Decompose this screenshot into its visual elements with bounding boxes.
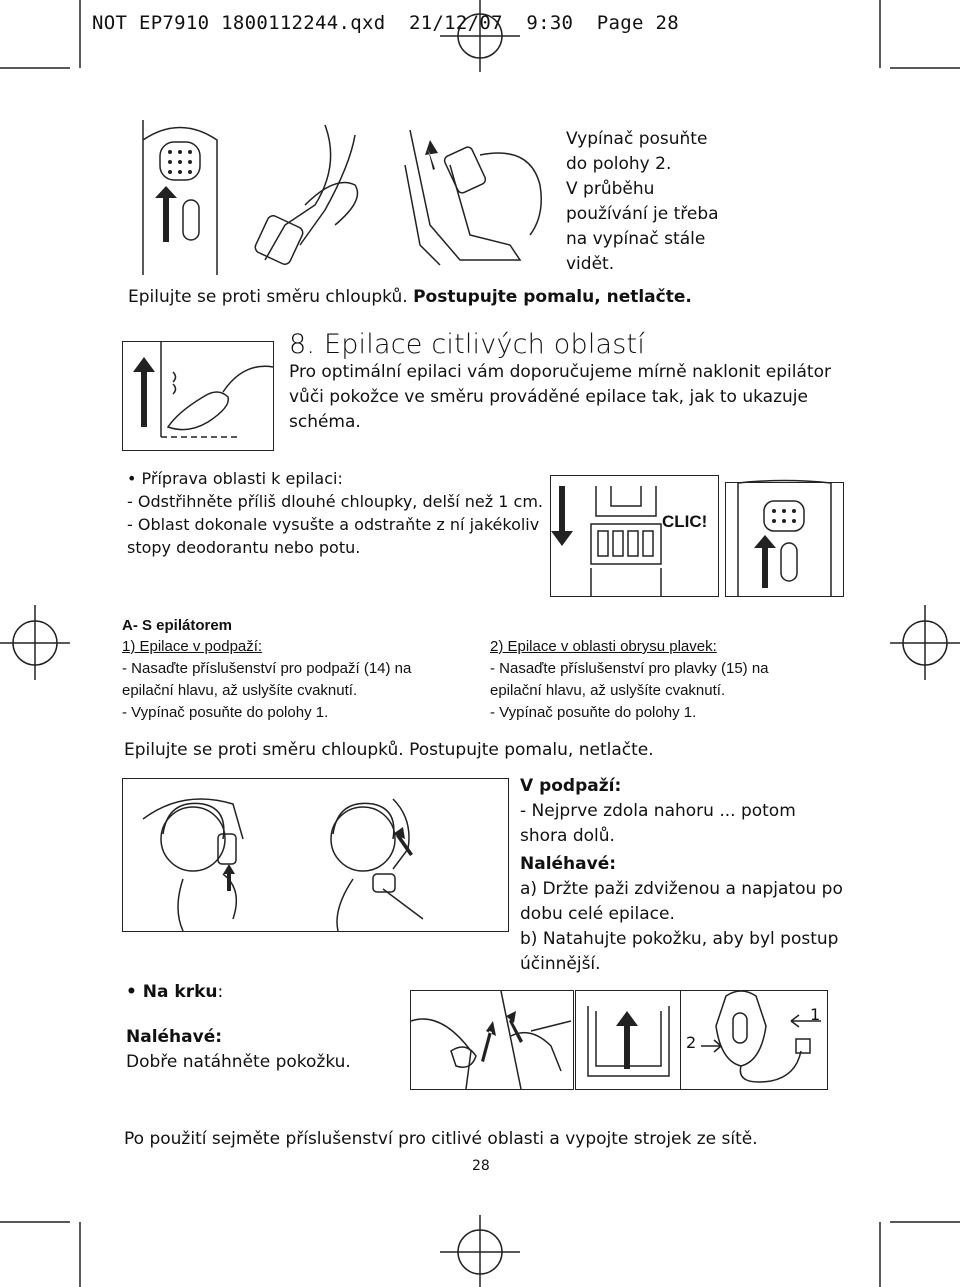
prep-line: - Odstřihněte příliš dlouhé chloupky, delší než 1 cm. (127, 492, 543, 511)
armpit-urgent-heading: Naléhavé: (520, 854, 617, 874)
bikini-accessory-line: epilační hlavu, až uslyšíte cvaknutí. (490, 682, 726, 699)
armpit-line: účinnější. (520, 954, 601, 974)
prep-line: - Oblast dokonale vysušte a odstraňte z ní jakékoliv (127, 515, 540, 534)
section-8-line: vůči pokožce ve směru prováděné epilace tak, jak to ukazuje (289, 387, 808, 407)
armpit-line: - Nejprve zdola nahoru ... potom (520, 801, 796, 821)
bikini-accessory-instructions (490, 636, 769, 724)
armpit-line: a) Držte paži zdviženou a napjatou po (520, 879, 843, 899)
bikini-accessory-heading: 2) Epilace v oblasti obrysu plavek: (490, 638, 717, 655)
neck-heading-text: Na krku (142, 982, 218, 1002)
tilt-diagram (123, 342, 273, 450)
prep-line: stopy deodorantu nebo potu. (127, 538, 361, 557)
switch-position-diagram (726, 483, 843, 596)
attach-head-diagram (551, 476, 718, 596)
neck-instructions (126, 1025, 351, 1075)
armpit-line: b) Natahujte pokožku, aby byl postup (520, 929, 839, 949)
neck-illustration-box (410, 990, 574, 1090)
armpit-accessory-line: - Vypínač posuňte do polohy 1. (122, 704, 329, 721)
switch-line: na vypínač stále (566, 229, 706, 249)
switch-line: používání je třeba (566, 204, 719, 224)
armpit-accessory-instructions (122, 636, 411, 724)
switch-instructions (566, 127, 719, 277)
page-number: 28 (472, 1158, 490, 1174)
bikini-accessory-line: - Vypínač posuňte do polohy 1. (490, 704, 697, 721)
section-8-title: 8. Epilace citlivých oblastí (289, 329, 646, 360)
epilate-normal-text: Epilujte se proti směru chloupků. (128, 287, 414, 307)
neck-heading (126, 980, 223, 1005)
armpit-line: dobu celé epilace. (520, 904, 675, 924)
diagram-number-2: 2 (686, 1033, 697, 1052)
epilator-power-diagram-box (680, 990, 828, 1090)
footer-instruction: Po použití sejměte příslušenství pro citlivé oblasti a vypojte strojek ze sítě. (124, 1129, 758, 1149)
hand-epilating-arm-illustration (245, 125, 365, 265)
armpit-illustration (123, 779, 508, 931)
section-8-line: Pro optimální epilaci vám doporučujeme mírně naklonit epilátor (289, 362, 831, 382)
switch-line: vidět. (566, 254, 615, 274)
armpit-accessory-heading: 1) Epilace v podpaží: (122, 638, 263, 655)
epilate-instruction-1 (128, 285, 692, 310)
section-8-text (289, 360, 831, 435)
neck-line: Dobře natáhněte pokožku. (126, 1052, 351, 1072)
epilate-bold-text: Postupujte pomalu, netlačte. (413, 287, 692, 307)
neck-colon: : (217, 982, 224, 1002)
switch-position-diagram-box (725, 482, 844, 597)
section-8-line: schéma. (289, 412, 361, 432)
switch-line: do polohy 2. (566, 154, 672, 174)
preparation-list (127, 467, 543, 559)
armpit-heading: V podpaží: (520, 776, 622, 796)
epilator-switch-illustration (135, 120, 225, 275)
section-a-title: A- S epilátorem (122, 617, 233, 634)
armpit-instructions (520, 774, 843, 977)
neck-bullet: • (126, 982, 143, 1002)
switch-line: Vypínač posuňte (566, 129, 708, 149)
armpit-line: shora dolů. (520, 826, 615, 846)
bikini-accessory-line: - Nasaďte příslušenství pro plavky (15) na (490, 660, 769, 677)
neck-illustration (411, 991, 573, 1089)
armpit-accessory-line: epilační hlavu, až uslyšíte cvaknutí. (122, 682, 358, 699)
bikini-attachment-diagram (576, 991, 680, 1089)
prep-line: • Příprava oblasti k epilaci: (127, 469, 343, 488)
diagram-number-1: 1 (810, 1005, 821, 1024)
leg-epilation-illustration (400, 125, 550, 265)
tilt-diagram-box (122, 341, 274, 451)
epilator-power-diagram (681, 991, 827, 1089)
neck-urgent-heading: Naléhavé: (126, 1027, 223, 1047)
clic-label: CLIC! (662, 512, 708, 531)
switch-line: V průběhu (566, 179, 655, 199)
armpit-illustration-box (122, 778, 509, 932)
bikini-attachment-box (575, 990, 681, 1090)
armpit-accessory-line: - Nasaďte příslušenství pro podpaží (14) na (122, 660, 412, 677)
epilate-instruction-2: Epilujte se proti směru chloupků. Postupujte pomalu, netlačte. (124, 740, 654, 760)
file-slug: NOT EP7910 1800112244.qxd 21/12/07 9:30 Page 28 (92, 12, 679, 34)
attach-head-diagram-box (550, 475, 719, 597)
